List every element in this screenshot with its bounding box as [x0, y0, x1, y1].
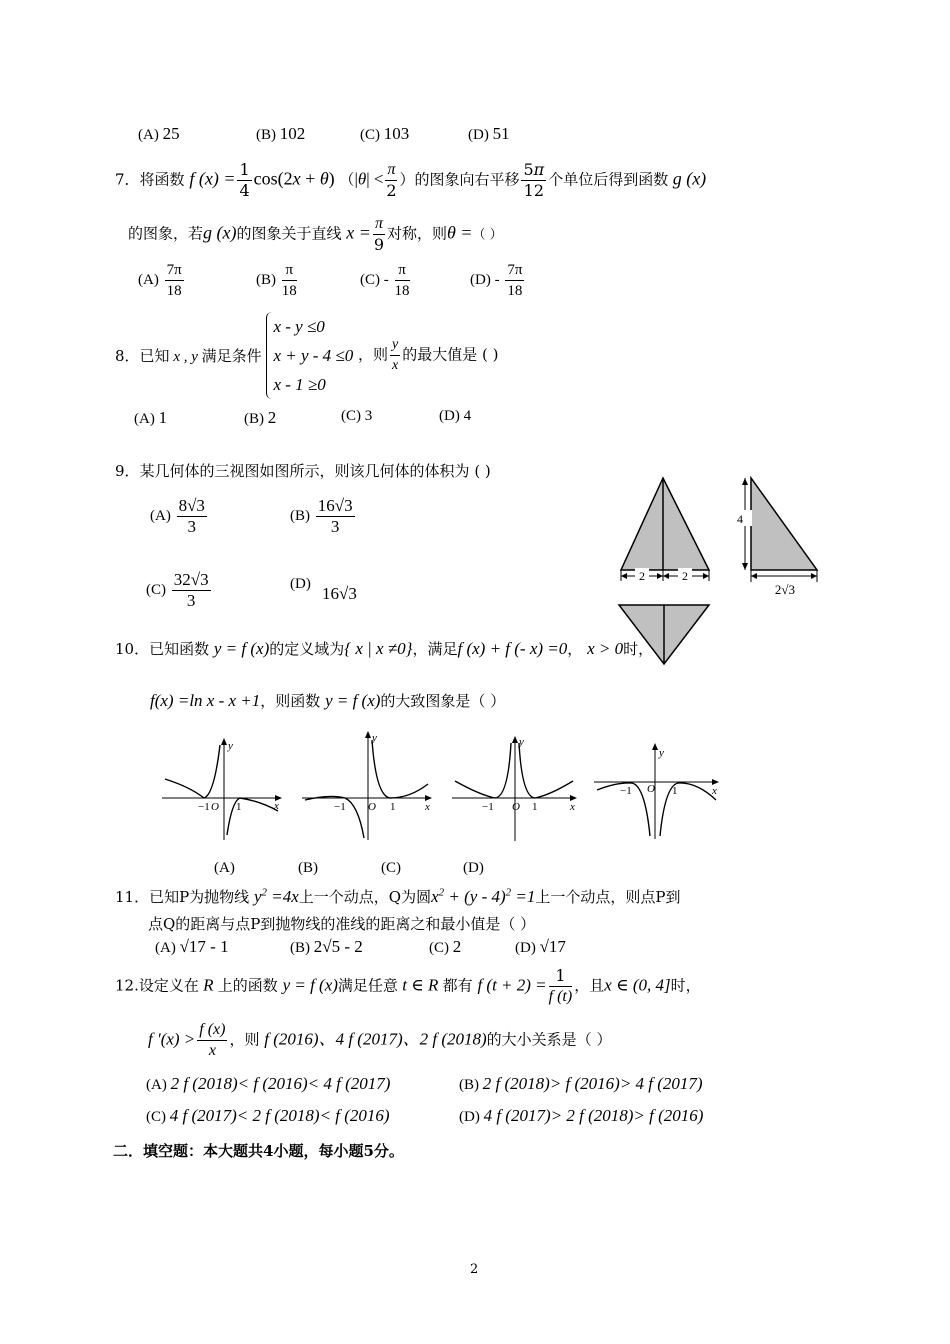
svg-text:y: y	[372, 732, 377, 744]
section-heading-fill-in: 二．填空题：本大题共4小题，每小题5分。	[113, 1142, 404, 1160]
svg-text:−1: −1	[482, 801, 494, 813]
q7-line2: 的图象，若g (x)的图象关于直线 x = $\frac{\pi}{9}$ 对称，则θ =（ ）	[128, 215, 503, 254]
q9-option-c: (C) $\frac{32√3}{3}$	[146, 570, 209, 610]
q11-option-b: (B) 2√5 - 2	[290, 937, 363, 956]
side-height-label: 4	[737, 512, 743, 526]
svg-text:x: x	[425, 801, 430, 813]
svg-text:1: 1	[236, 801, 242, 813]
q9-question: 9．某几何体的三视图如图所示，则该几何体的体积为 ( )	[115, 462, 491, 480]
q8-constraint-system: x - y ≤0 x + y - 4 ≤0 x - 1 ≥0	[266, 312, 353, 399]
front-width-left-label: 2	[639, 569, 645, 583]
q8-question: 8．已知 x , y 满足条件 x - y ≤0 x + y - 4 ≤0 x - 1 ≥0 ，则 $\frac{y}{x}$ 的最大值是 ( )	[115, 312, 499, 399]
svg-text:−1: −1	[620, 785, 632, 797]
q7-option-a: (A) $\frac{7\pi}{18}$	[138, 262, 182, 299]
page-number: 2	[470, 1262, 479, 1277]
q9-option-a: (A) $\frac{8√3}{3}$	[150, 496, 205, 536]
q11-line1: 11．已知P为抛物线 $y^2 =4x$上一个动点，Q为圆$x^2 + (y - 4)^2 =1$上一个动点，则点P到	[115, 886, 681, 906]
q8-option-a: (A) 1	[134, 408, 168, 427]
svg-text:x: x	[712, 785, 717, 797]
side-base-label: 2√3	[774, 582, 796, 597]
q9-option-b: (B) $\frac{16√3}{3}$	[290, 496, 353, 536]
svg-text:1: 1	[390, 801, 396, 813]
q8-option-d: (D) 4	[439, 408, 472, 424]
svg-text:y: y	[659, 747, 664, 759]
svg-text:x: x	[274, 800, 279, 812]
q12-option-b: (B) 2 f (2018)> f (2016)> 4 f (2017)	[459, 1074, 703, 1093]
q11-line2: 点Q的距离与点P到抛物线的准线的距离之和最小值是（ ）	[148, 915, 536, 933]
svg-text:−1: −1	[334, 801, 346, 813]
q7-line1: 7．将函数 f (x) = $\frac{1}{4}$ cos(2x + θ) （|θ| < $\frac{\pi}{2}$ ）的图象向右平移 $\frac{5\pi}{12}$ 个单位后得到函数 g (x)	[115, 160, 707, 200]
q12-option-a: (A) 2 f (2018)< f (2016)< 4 f (2017)	[146, 1074, 391, 1093]
q11-option-d: (D) √17	[515, 937, 566, 956]
q7-option-b: (B) $\frac{\pi}{18}$	[256, 262, 297, 299]
q12-option-d: (D) 4 f (2017)> 2 f (2018)> f (2016)	[459, 1106, 704, 1125]
svg-text:1: 1	[672, 785, 678, 797]
q12-option-c: (C) 4 f (2017)< 2 f (2018)< f (2016)	[146, 1106, 390, 1125]
svg-text:O: O	[368, 801, 376, 813]
q8-option-b: (B) 2	[244, 408, 277, 427]
q7-option-d: (D) - $\frac{7\pi}{18}$	[470, 262, 523, 299]
q12-line2: f ′(x) > $\frac{f (x)}{x}$ ，则 f (2016)、4 f (2017)、2 f (2018)的大小关系是（ ）	[148, 1021, 612, 1059]
q6-option-d: (D) 51	[468, 124, 510, 143]
svg-text:O: O	[512, 801, 520, 813]
q7-option-c: (C) - $\frac{\pi}{18}$	[360, 262, 410, 299]
front-width-right-label: 2	[682, 569, 688, 583]
q6-option-c: (C) 103	[360, 124, 410, 143]
q10-graph-c	[450, 733, 580, 845]
q12-line1: 12.设定义在 R 上的函数 y = f (x)满足任意 t ∈ R 都有 f (t + 2) = $\frac{1}{f (t)}$ ，且x ∈ (0, 4]时，	[115, 966, 701, 1005]
q10-graph-d	[592, 742, 722, 842]
q11-option-c: (C) 2	[429, 937, 462, 956]
q6-option-b: (B) 102	[256, 124, 306, 143]
svg-text:y: y	[519, 736, 524, 748]
q9-option-d: (D)	[290, 576, 311, 592]
svg-text:x: x	[570, 801, 575, 813]
q10-graph-b	[300, 728, 435, 843]
q10-line2: f(x) =ln x - x +1，则函数 y = f (x)的大致图象是（ ）	[150, 691, 506, 710]
svg-text:O: O	[211, 801, 219, 813]
q10-graph-a	[160, 735, 285, 845]
svg-text:y: y	[228, 740, 233, 752]
svg-text:O: O	[647, 783, 655, 795]
q10-line1: 10．已知函数 y = f (x)的定义域为{ x | x ≠0}，满足f (x) + f (- x) =0， x > 0时，	[115, 639, 654, 658]
q6-option-a: (A) 25	[138, 124, 180, 143]
svg-text:1: 1	[532, 801, 538, 813]
q8-option-c: (C) 3	[341, 408, 373, 424]
svg-text:−1: −1	[198, 801, 210, 813]
q11-option-a: (A) √17 - 1	[155, 937, 229, 956]
